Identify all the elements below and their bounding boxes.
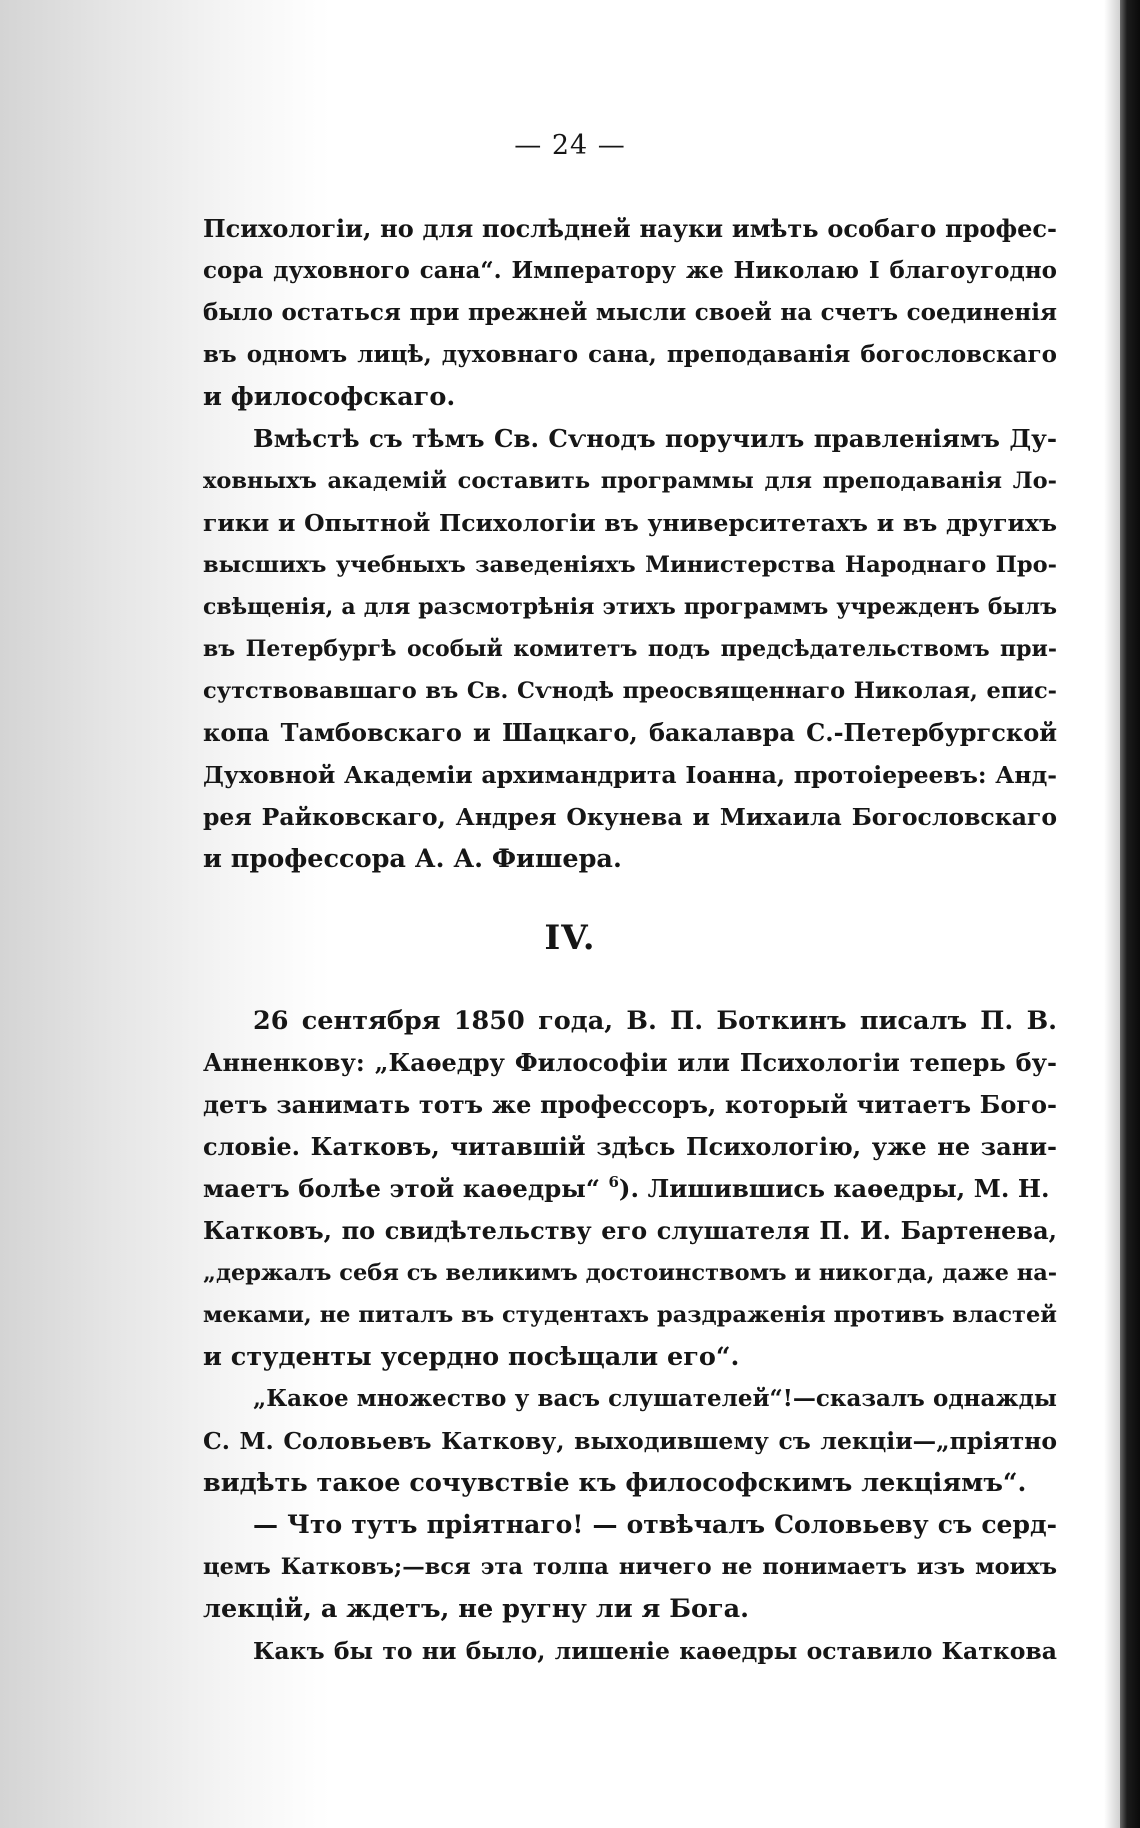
text-line-with-footnote	[203, 1168, 1057, 1210]
text-line: и философскаго.	[203, 382, 456, 412]
text-line: и профессора А. А. Фишера.	[203, 844, 622, 874]
page-number: — 24 —	[514, 130, 626, 161]
text-line: свѣщенія, а для разсмотрѣнія этихъ программъ учрежденъ былъ	[203, 594, 1057, 620]
text-line: Психологіи, но для послѣдней науки имѣть особаго профес-	[203, 214, 1057, 243]
text-line: высшихъ учебныхъ заведеніяхъ Министерства Народнаго Про-	[203, 552, 1057, 578]
footnote-marker: 6	[608, 1173, 619, 1191]
text-line: цемъ Катковъ;—вся эта толпа ничего не понимаетъ изъ моихъ	[203, 1554, 1057, 1580]
text-line: въ Петербургѣ особый комитетъ подъ предсѣдательствомъ при-	[203, 636, 1057, 662]
text-line: Катковъ, по свидѣтельству его слушателя П. И. Бартенева,	[203, 1216, 1057, 1245]
text-line: было остаться при прежней мысли своей на счетъ соединенія	[203, 299, 1057, 326]
text-line: сутствовавшаго въ Св. Сѵнодѣ преосвященнаго Николая, епис-	[203, 678, 1057, 704]
text-line: гики и Опытной Психологіи въ университетахъ и въ другихъ	[203, 509, 1057, 537]
text-line: ховныхъ академій составить программы для преподаванія Ло-	[203, 468, 1057, 494]
text-line: — Что тутъ пріятнаго! — отвѣчалъ Соловьеву съ серд-	[253, 1510, 1057, 1539]
text-line: „держалъ себя съ великимъ достоинствомъ и никогда, даже на-	[203, 1260, 1058, 1286]
section-heading: IV.	[544, 918, 596, 958]
text-line: меками, не питалъ въ студентахъ раздраженія противъ властей	[203, 1302, 1057, 1328]
text-line: рея Райковскаго, Андрея Окунева и Михаила Богословскаго	[203, 803, 1057, 831]
text-line: Вмѣстѣ съ тѣмъ Св. Сѵнодъ поручилъ правленіямъ Ду-	[253, 424, 1057, 453]
text-segment: маетъ болѣе этой каѳедры“	[203, 1174, 600, 1203]
text-segment: ). Лишившись каѳедры, М. Н.	[618, 1174, 1050, 1203]
text-line: лекцій, а ждетъ, не ругну ли я Бога.	[203, 1594, 750, 1624]
text-line: С. М. Соловьевъ Каткову, выходившему съ лекціи—„пріятно	[203, 1427, 1057, 1455]
text-line: сора духовного сана“. Императору же Николаю I благоугодно	[203, 257, 1057, 284]
text-line: Духовной Академіи архимандрита Іоанна, протоіереевъ: Анд-	[203, 761, 1057, 789]
text-line: видѣть такое сочувствіе къ философскимъ лекціямъ“.	[203, 1468, 1027, 1498]
text-line: 26 сентября 1850 года, В. П. Боткинъ писалъ П. В.	[253, 1006, 1057, 1036]
text-line: и студенты усердно посѣщали его“.	[203, 1342, 740, 1372]
text-line: копа Тамбовскаго и Шацкаго, бакалавра С.-Петербургской	[203, 718, 1057, 747]
paragraph-block-1	[203, 208, 1057, 880]
text-line: въ одномъ лицѣ, духовнаго сана, преподаванія богословскаго	[203, 341, 1057, 368]
text-line: „Какое множество у васъ слушателей“!—сказалъ однажды	[253, 1385, 1057, 1412]
paragraph-block-2	[203, 1000, 1057, 1672]
text-line: Анненкову: „Каѳедру Философіи или Психологіи теперь бу-	[203, 1048, 1057, 1077]
text-line: Какъ бы то ни было, лишеніе каѳедры оставило Каткова	[253, 1637, 1057, 1665]
text-line: словіе. Катковъ, читавшій здѣсь Психологію, уже не зани-	[203, 1132, 1057, 1161]
text-line: детъ занимать тотъ же профессоръ, который читаетъ Бого-	[203, 1090, 1057, 1119]
